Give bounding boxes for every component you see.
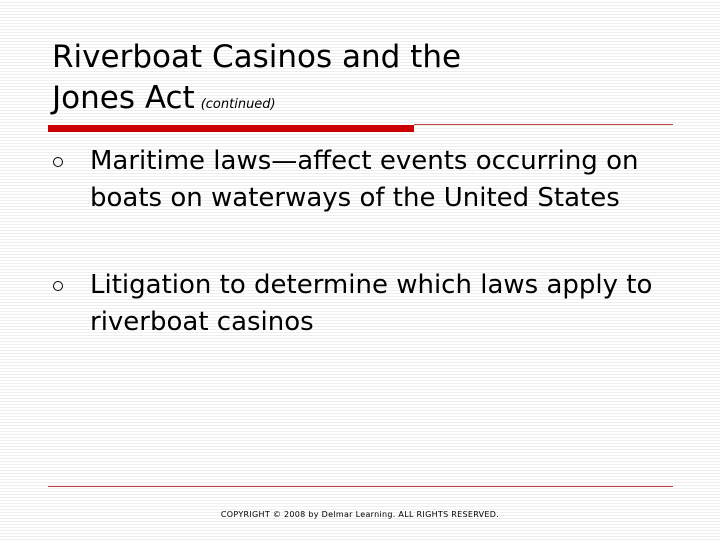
title-line-1: Riverboat Casinos and the [52,39,462,75]
title-divider-line [414,124,673,125]
title-accent-bar [48,125,414,132]
title-line-2: Jones Act [52,80,195,116]
title-line-2-wrapper [52,78,672,125]
footer-divider-line [48,486,673,487]
copyright-footer: COPYRIGHT © 2008 by Delmar Learning. ALL RIGHTS RESERVED. [220,510,500,519]
title-continued-note: (continued) [200,97,276,112]
bullet-text: Litigation to determine which laws apply to riverboat casinos [90,270,653,337]
hollow-circle-bullet-icon [53,281,63,291]
slide-title [52,37,672,125]
bullet-item-maritime-laws [52,143,672,217]
bullet-list [52,143,672,341]
bullet-item-litigation [52,267,672,341]
bullet-text: Maritime laws—affect events occurring on boats on waterways of the United States [90,146,639,213]
hollow-circle-bullet-icon [53,157,63,167]
